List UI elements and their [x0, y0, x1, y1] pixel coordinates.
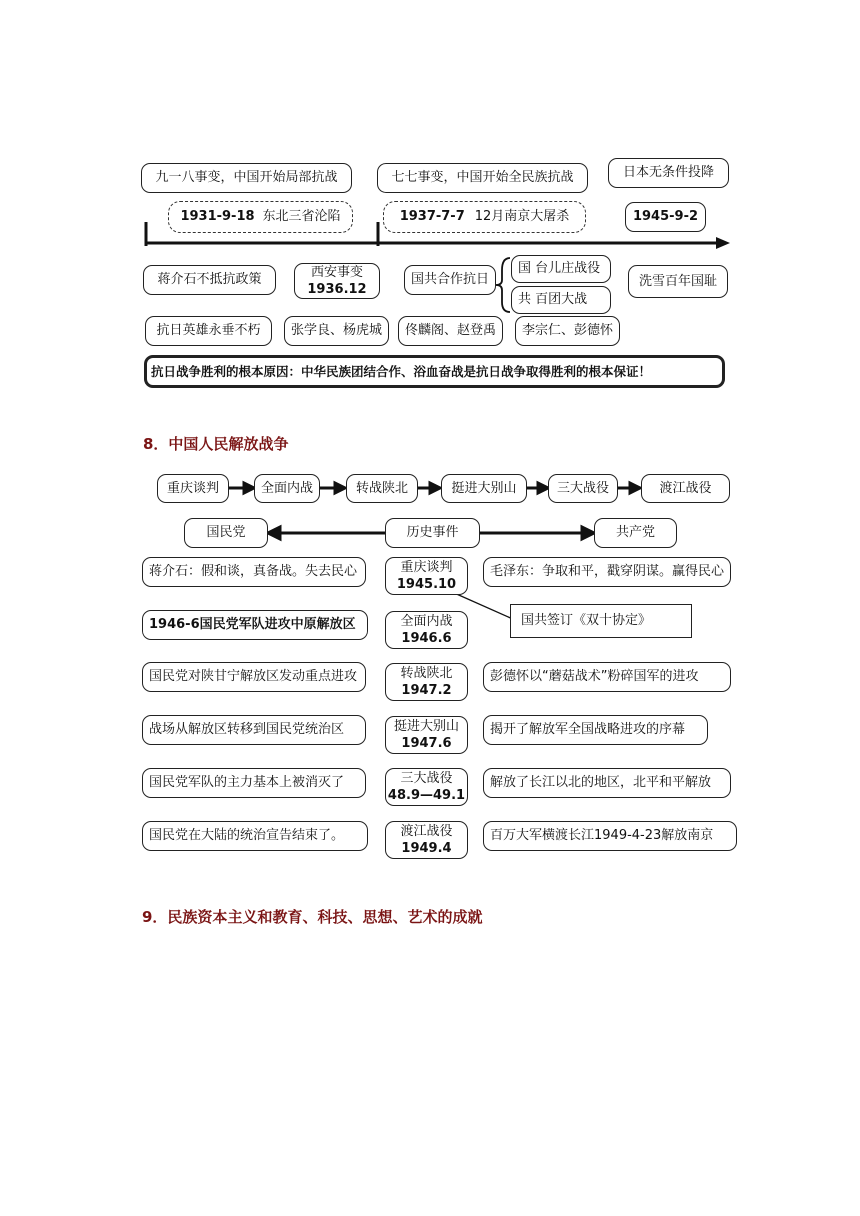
note-text: 解放了长江以北的地区，北平和平解放	[490, 775, 712, 790]
event-date: 1949.4	[401, 841, 452, 856]
flow-step	[254, 474, 320, 503]
heroes-names-box	[284, 316, 389, 346]
box-label: 西安事变	[310, 265, 363, 280]
date-value: 1945-9-2	[632, 209, 699, 224]
kmt-note	[142, 557, 366, 587]
cpc-note	[483, 662, 731, 692]
box-date: 1936.12	[307, 282, 367, 297]
event-box-77	[377, 163, 588, 193]
header-cpc	[594, 518, 677, 548]
date-box-1937	[383, 201, 586, 233]
header-kmt	[184, 518, 268, 548]
event-date: 48.9—49.1	[387, 788, 466, 803]
note-text: 国民党在大陆的统治宣告结束了。	[149, 828, 345, 843]
note-text: 百万大军横渡长江1949-4-23解放南京	[490, 828, 714, 843]
flow-label: 转战陕北	[355, 480, 408, 496]
kmt-note	[142, 662, 366, 692]
note-text: 国民党军队的主力基本上被消灭了	[149, 775, 345, 790]
nonresist-box	[143, 265, 276, 295]
event-box	[385, 716, 468, 754]
event-box	[385, 821, 468, 859]
event-label: 挺进大别山	[393, 719, 459, 734]
kmt-battle-box	[511, 255, 611, 283]
flow-label: 三大战役	[556, 480, 609, 496]
cpc-battle-box	[511, 286, 611, 314]
heroes-box	[145, 316, 272, 346]
note-text: 毛泽东：争取和平，戳穿阴谋。赢得民心	[490, 564, 725, 579]
event-label: 日本无条件投降	[622, 165, 714, 180]
note-text: 国民党对陕甘宁解放区发动重点进攻	[149, 669, 358, 684]
kmt-note	[142, 610, 368, 640]
box-label: 佟麟阁、赵登禹	[404, 323, 496, 338]
flow-label: 渡江战役	[659, 480, 712, 496]
note-text: 揭开了解放军全国战略进攻的序幕	[490, 722, 686, 737]
date-value: 1931-9-18	[180, 209, 255, 224]
kmt-note	[142, 715, 366, 745]
date-note: 12月南京大屠杀	[474, 209, 570, 224]
cpc-note	[483, 768, 731, 798]
box-label: 蒋介石不抵抗政策	[157, 272, 262, 287]
kmt-note	[142, 821, 368, 851]
event-label: 九一八事变，中国开始局部抗战	[155, 170, 338, 185]
date-value: 1937-7-7	[399, 209, 465, 224]
flow-step	[157, 474, 229, 503]
event-box	[385, 768, 468, 806]
note-text: 蒋介石：假和谈，真备战。失去民心	[149, 564, 358, 579]
box-label: 抗日英雄永垂不朽	[156, 323, 261, 338]
date-note: 东北三省沦陷	[262, 209, 341, 224]
note-text: 国共签订《双十协定》	[521, 613, 652, 628]
heroes-names-box	[515, 316, 620, 346]
event-box-surrender	[608, 158, 729, 188]
section-heading: 8．中国人民解放战争	[143, 435, 289, 453]
xian-incident-box	[294, 263, 380, 299]
heroes-names-box	[398, 316, 503, 346]
event-box	[385, 663, 468, 701]
flow-step	[548, 474, 618, 503]
agreement-box	[510, 604, 692, 638]
event-box-918	[141, 163, 352, 193]
event-box	[385, 611, 468, 649]
header-label: 共产党	[615, 525, 655, 540]
date-box-1931	[168, 201, 353, 233]
flow-step	[641, 474, 730, 503]
event-label: 渡江战役	[400, 824, 453, 839]
note-text: 1946-6国民党军队进攻中原解放区	[149, 617, 356, 632]
event-box	[385, 557, 468, 595]
box-label: 张学良、杨虎城	[290, 323, 382, 338]
section-heading: 9．民族资本主义和教育、科技、思想、艺术的成就	[142, 908, 483, 926]
event-label: 七七事变，中国开始全民族抗战	[391, 170, 574, 185]
event-label: 重庆谈判	[400, 560, 453, 575]
note-text: 战场从解放区转移到国民党统治区	[149, 722, 345, 737]
event-label: 三大战役	[400, 771, 453, 786]
cpc-note	[483, 821, 737, 851]
event-date: 1947.6	[401, 736, 452, 751]
flow-label: 挺进大别山	[451, 480, 517, 496]
cpc-note	[483, 715, 708, 745]
kmt-note	[142, 768, 366, 798]
event-date: 1946.6	[401, 631, 452, 646]
conclusion-text: 抗日战争胜利的根本原因：中华民族团结合作、浴血奋战是抗日战争取得胜利的根本保证！	[151, 363, 652, 379]
humiliation-box	[628, 265, 728, 298]
flow-label: 全面内战	[260, 480, 313, 496]
date-box-1945	[625, 202, 706, 232]
header-label: 国民党	[206, 525, 246, 540]
header-label: 历史事件	[406, 525, 459, 540]
cooperation-box	[404, 265, 496, 295]
event-date: 1947.2	[401, 683, 452, 698]
box-label: 国共合作抗日	[410, 272, 489, 287]
flow-step	[346, 474, 418, 503]
box-label: 国 台儿庄战役	[518, 261, 601, 276]
box-label: 洗雪百年国耻	[638, 273, 717, 289]
flow-label: 重庆谈判	[166, 480, 219, 496]
cpc-note	[483, 557, 731, 587]
event-date: 1945.10	[396, 577, 457, 592]
conclusion-box	[144, 355, 725, 388]
event-label: 全面内战	[400, 614, 453, 629]
box-label: 共 百团大战	[518, 292, 588, 307]
box-label: 李宗仁、彭德怀	[521, 323, 613, 338]
flow-step	[441, 474, 527, 503]
event-label: 转战陕北	[400, 666, 453, 681]
note-text: 彭德怀以“蘑菇战术”粉碎国军的进攻	[490, 669, 699, 684]
header-events	[385, 518, 480, 548]
